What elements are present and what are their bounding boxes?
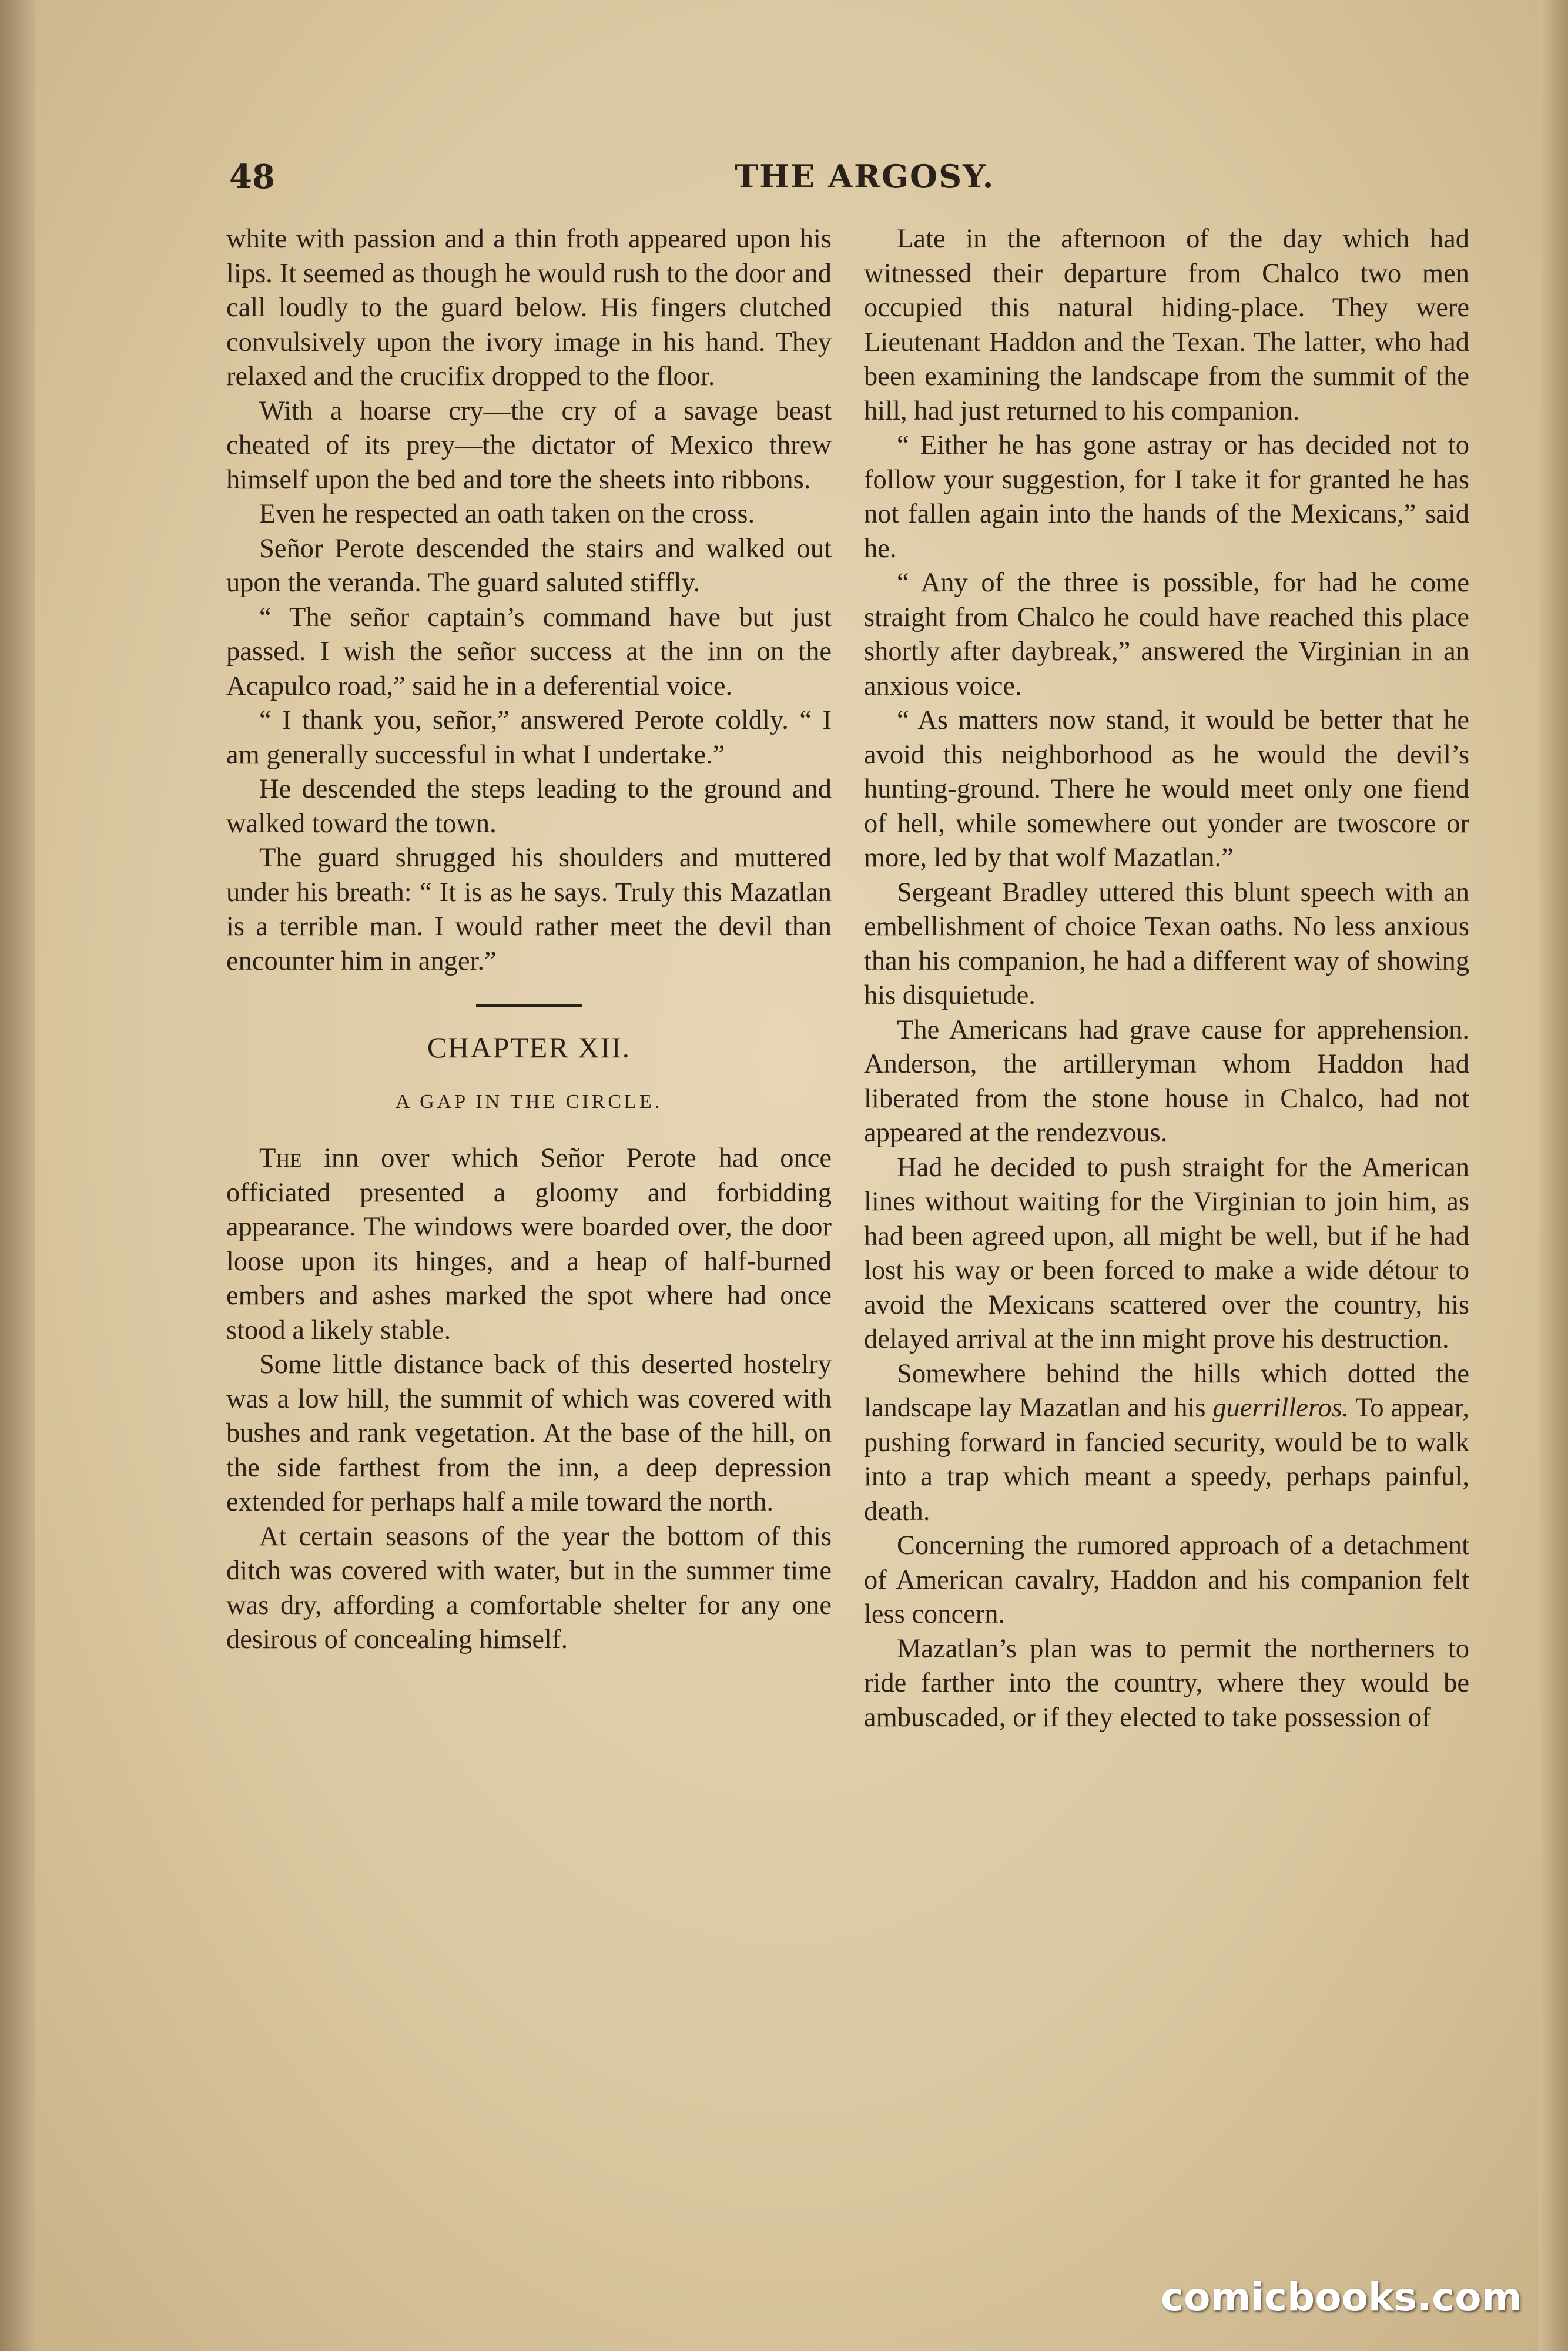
- paragraph: Señor Perote descended the stairs and walked out upon the veranda. The guard saluted stiffly.: [226, 533, 832, 598]
- italic-term: guerrilleros.: [1212, 1393, 1349, 1423]
- paragraph-text: Somewhere behind the hills which dotted the landscape lay Mazatlan and his: [864, 1358, 1469, 1423]
- paragraph: “ Any of the three is possible, for had he come straight from Chalco he could have reached this place shortly after daybreak,” answered the Virginian in an anxious voice.: [864, 568, 1469, 701]
- right-column: [864, 222, 1469, 2221]
- paragraph: Late in the afternoon of the day which had witnessed their departure from Chalco two men occupied this natural hiding-place. They were Lieutenant Haddon and the Texan. The latter, who had been examining the landscape from the summit of the hill, had just returned to his companion.: [864, 224, 1469, 426]
- paragraph: Concerning the rumored approach of a detachment of American cavalry, Haddon and his companion felt less concern.: [864, 1531, 1469, 1629]
- paragraph: “ As matters now stand, it would be better that he avoid this neighborhood as he would the devil’s hunting-ground. There he would meet only one fiend of hell, while somewhere out yonder are twoscore or more, led by that wolf Mazatlan.”: [864, 705, 1469, 873]
- paragraph: [226, 1141, 832, 1348]
- paragraph: With a hoarse cry—the cry of a savage beast cheated of its prey—the dictator of Mexico threw himself upon the bed and tore the sheets into ribbons.: [226, 396, 832, 495]
- chapter-title: CHAPTER XII.: [427, 1031, 631, 1064]
- paragraph-text: To appear, pushing forward in fancied security, would be to walk into a trap which meant a speedy, perhaps painful, death.: [864, 1393, 1469, 1526]
- lead-word: The: [259, 1143, 302, 1173]
- section-divider: [476, 1004, 582, 1007]
- watermark: comicbooks.com: [1161, 2275, 1522, 2320]
- paragraph: The Americans had grave cause for apprehension. Anderson, the artilleryman whom Haddon had liberated from the stone house in Chalco, had not appeared at the rendezvous.: [864, 1014, 1469, 1148]
- running-title: THE ARGOSY.: [735, 158, 995, 195]
- paragraph: “ I thank you, señor,” answered Perote coldly. “ I am generally successful in what I undertake.”: [226, 705, 832, 770]
- paragraph: Sergeant Bradley uttered this blunt speech with an embellishment of choice Texan oaths. No less anxious than his companion, he had a different way of showing his disquietude.: [864, 877, 1469, 1010]
- paragraph: “ The señor captain’s command have but just passed. I wish the señor success at the inn on the Acapulco road,” said he in a deferential voice.: [226, 602, 832, 701]
- paragraph: He descended the steps leading to the ground and walked toward the town.: [226, 774, 832, 839]
- paragraph: [864, 1357, 1469, 1529]
- chapter-subtitle: A GAP IN THE CIRCLE.: [395, 1090, 663, 1113]
- paragraph: The guard shrugged his shoulders and muttered under his breath: “ It is as he says. Truly this Mazatlan is a terrible man. I would rather meet the devil than encounter him in anger.”: [226, 843, 832, 976]
- paragraph: Had he decided to push straight for the American lines without waiting for the Virginian to join him, as had been agreed upon, all might be well, but if he had lost his way or been forced to make a wide détour to avoid the Mexicans scattered over the country, his delayed arrival at the inn might prove his destruction.: [864, 1152, 1469, 1354]
- paragraph: At certain seasons of the year the bottom of this ditch was covered with water, but in the summer time was dry, affording a comfortable shelter for any one desirous of concealing himself.: [226, 1521, 832, 1655]
- page-header: [229, 158, 1487, 205]
- paragraph: Mazatlan’s plan was to permit the northerners to ride farther into the country, where they would be ambuscaded, or if they elected to take possession of: [864, 1633, 1469, 1733]
- paragraph-text: inn over which Señor Perote had once officiated presented a gloomy and forbidding appearance. The windows were boarded over, the door loose upon its hinges, and a heap of half-burned embers and ashes marked the spot where had once stood a likely stable.: [226, 1143, 832, 1345]
- left-column: [226, 222, 832, 2221]
- paragraph: Some little distance back of this deserted hostelry was a low hill, the summit of which was covered with bushes and rank vegetation. At the base of the hill, on the side farthest from the inn, a deep depression extended for perhaps half a mile toward the north.: [226, 1349, 832, 1517]
- paragraph: Even he respected an oath taken on the cross.: [259, 499, 755, 529]
- paragraph: white with passion and a thin froth appeared upon his lips. It seemed as though he would rush to the door and call loudly to the guard below. His fingers clutched convulsively upon the ivory image in his hand. They relaxed and the crucifix dropped to the floor.: [226, 224, 832, 391]
- page-number: 48: [229, 158, 275, 196]
- paragraph: “ Either he has gone astray or has decided not to follow your suggestion, for I take it for granted he has not fallen again into the hands of the Mexicans,” said he.: [864, 430, 1469, 564]
